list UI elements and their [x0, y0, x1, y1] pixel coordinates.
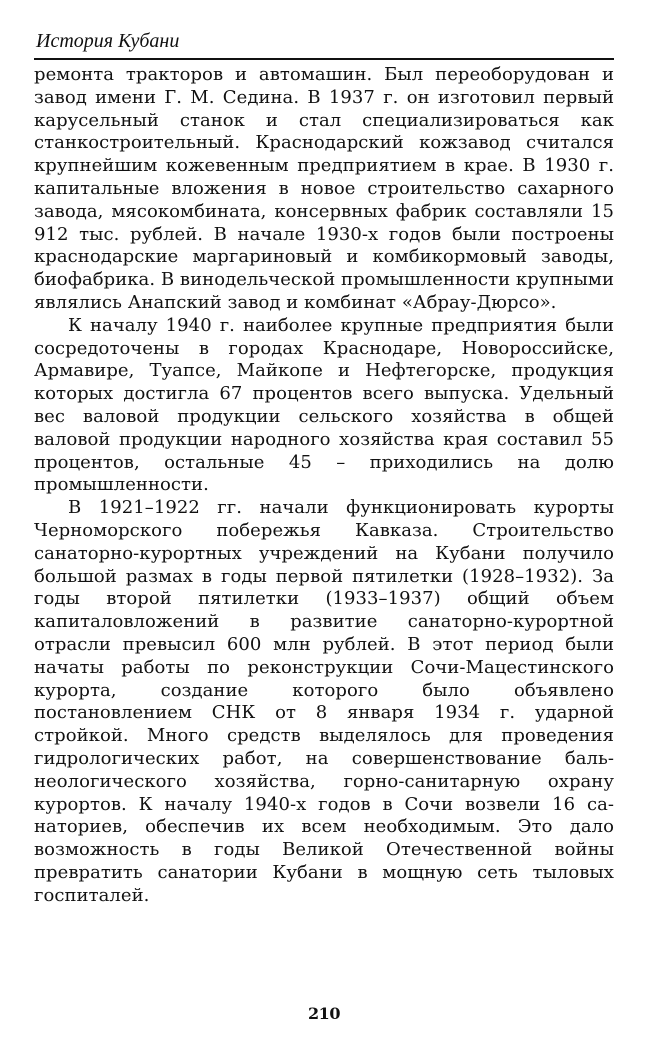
header-rule: [34, 58, 614, 60]
page-number: 210: [308, 1004, 340, 1023]
book-page: [34, 28, 614, 1038]
paragraph-continuation: ремонта тракторов и автомашин. Был переоборудован и завод имени Г. М. Седина. В 1937 г. он изготовил первый карусельный станок и стал специализироваться как станкостроительный. Краснодарский кожзавод считался крупнейшим кожевенным предприятием в крае. В 1930 г. капитальные вложения в новое строительство сахарного завода, мясокомбината, консервных фабрик составляли 15 912 тыс. рублей. В начале 1930-х годов были построены краснодарские маргариновый и комбикормовый заводы, биофабрика. В винодельческой промышленности крупными являлись Анапский завод и комбинат «Абрау-Дюрсо».: [34, 64, 614, 313]
body-text: [34, 64, 614, 907]
running-title: История Кубани: [36, 30, 180, 52]
paragraph-industry-1940: К началу 1940 г. наиболее крупные предприятия были сосредоточены в городах Краснодаре, Новороссийске, Армавире, Туапсе, Майкопе и Нефтегорске, продукция которых достигла 67 процентов всего выпуска. Удельный вес валовой продукции сельского хозяйства в общей валовой продукции народного хозяйства края составил 55 процентов, остальные 45 – приходились на долю промышленности.: [34, 314, 614, 496]
paragraph-resorts: В 1921–1922 гг. начали функционировать курорты Черноморского побережья Кавказа. Строительство санаторно-курортных учреждений на Кубани получило большой размах в годы первой пятилетки (1928–1932). За годы второй пятилетки (1933–1937) общий объем капиталовложений в развитие санаторно-курортной отрасли превысил 600 млн рублей. В этот период были начаты работы по реконструкции Сочи-Мацестинского курорта, создание которого было объявлено постановлением СНК от 8 января 1934 г. ударной стройкой. Много средств выделялось для проведения гидрологических работ, на совершенствование бальнеологического хозяйства, горно-санитарную охрану курортов. К началу 1940-х годов в Сочи возвели 16 санаториев, обеспечив их всем необходимым. Это дало возможность в годы Великой Отечественной войны превратить санатории Кубани в мощную сеть тыловых госпиталей.: [34, 497, 614, 906]
